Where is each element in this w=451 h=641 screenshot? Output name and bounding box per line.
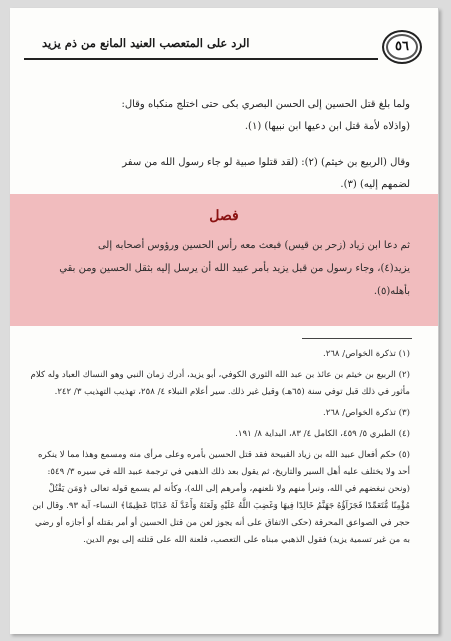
main-text (32, 94, 410, 196)
page-number-badge: ٥٦ (382, 30, 422, 64)
paragraph-line: وقال (الربيع بن خيثم) (٢): (لقد قتلوا صبية لو جاء رسول الله من سفر (122, 157, 410, 168)
running-title: الرد على المتعصب العنيد المانع من ذم يزيد (42, 36, 250, 50)
footnote: (٣) تذكرة الخواص/ ٢٦٨. (322, 408, 410, 418)
section-line: يزيد(٤)، وجاء رسول من قبل يزيد بأمر عبيد الله أن يرسل إليه بثقل الحسين ومن بقي (59, 263, 410, 274)
section-line: بأهله(٥). (373, 286, 410, 297)
paragraph-line: ولما بلغ قتل الحسين إلى الحسن البصري بكى حتى اختلج منكباه وقال: (121, 99, 410, 110)
footnote: (٤) الطبري ٥/ ٤٥٩، الكامل ٤/ ٨٣، البداية ٨/ ١٩١. (235, 429, 410, 439)
footnote: (٢) الربيع بن خيثم بن عائذ بن عبد الله الثوري الكوفي، أبو يزيد، أدرك زمان النبي وهو النساك العباد وله كلام مأثور في ذلك قبل توفي سنة (٦٥هـ) وقيل غير ذلك. سير أعلام النبلاء ٤/ ٢٥٨، تهذيب التهذيب ٣/ ٢٤٢. (30, 370, 410, 397)
footnote: (٥) حكم أفعال عبيد الله بن زياد القبيحة فقد قتل الحسين بأمره وعلى مرأى منه ومسمع وهذا مما لا ينكره أحد ولا يختلف عليه أهل السير والتاريخ، ثم يقول بعد ذلك الذهبي في ترجمة عبيد الله في سيره ٣/ ٥٤٩: (ونحن نبغضهم في الله، ونبرأ منهم ولا نلعنهم، وأمرهم إلى الله)، وكأنه لم يسمع قوله تعالى ﴿وَمَن يَقْتُلْ مُؤْمِنًا مُّتَعَمِّدًا فَجَزَآؤُهُ جَهَنَّمُ خَالِدًا فِيهَا وَغَضِبَ اللَّهُ عَلَيْهِ وَلَعَنَهُ وَأَعَدَّ لَهُ عَذَابًا عَظِيمًا﴾ النساء- آية ٩٣. وقال ابن حجر في الصواعق المحرقة (حكى الاتفاق على أنه يجوز لعن من قتل الحسين أو أمر بقتله أو أجازه أو رضي به من غير تسمية يزيد) فقول الذهبي مبناه على التعصب، فلعنة الله على قتلته إلى يوم الدين. (32, 450, 410, 545)
paragraph-line: لضمهم إليه) (٣). (340, 179, 410, 190)
header-rule (24, 58, 378, 60)
section-text (32, 234, 410, 303)
page-header (24, 30, 422, 60)
paragraph-line: (واذلاه لأمة قتل ابن دعيها ابن نبيها) (١). (244, 121, 410, 132)
section-title: فصل (209, 208, 239, 224)
highlighted-section (10, 194, 438, 326)
section-line: ثم دعا ابن زياد (زحر بن قيس) فبعث معه رأس الحسين ورؤوس أصحابه إلى (97, 240, 410, 251)
document-page (10, 8, 439, 634)
footnotes (30, 346, 410, 553)
footnote: (١) تذكرة الخواص/ ٢٦٨. (322, 349, 410, 359)
footnote-separator (302, 338, 412, 339)
